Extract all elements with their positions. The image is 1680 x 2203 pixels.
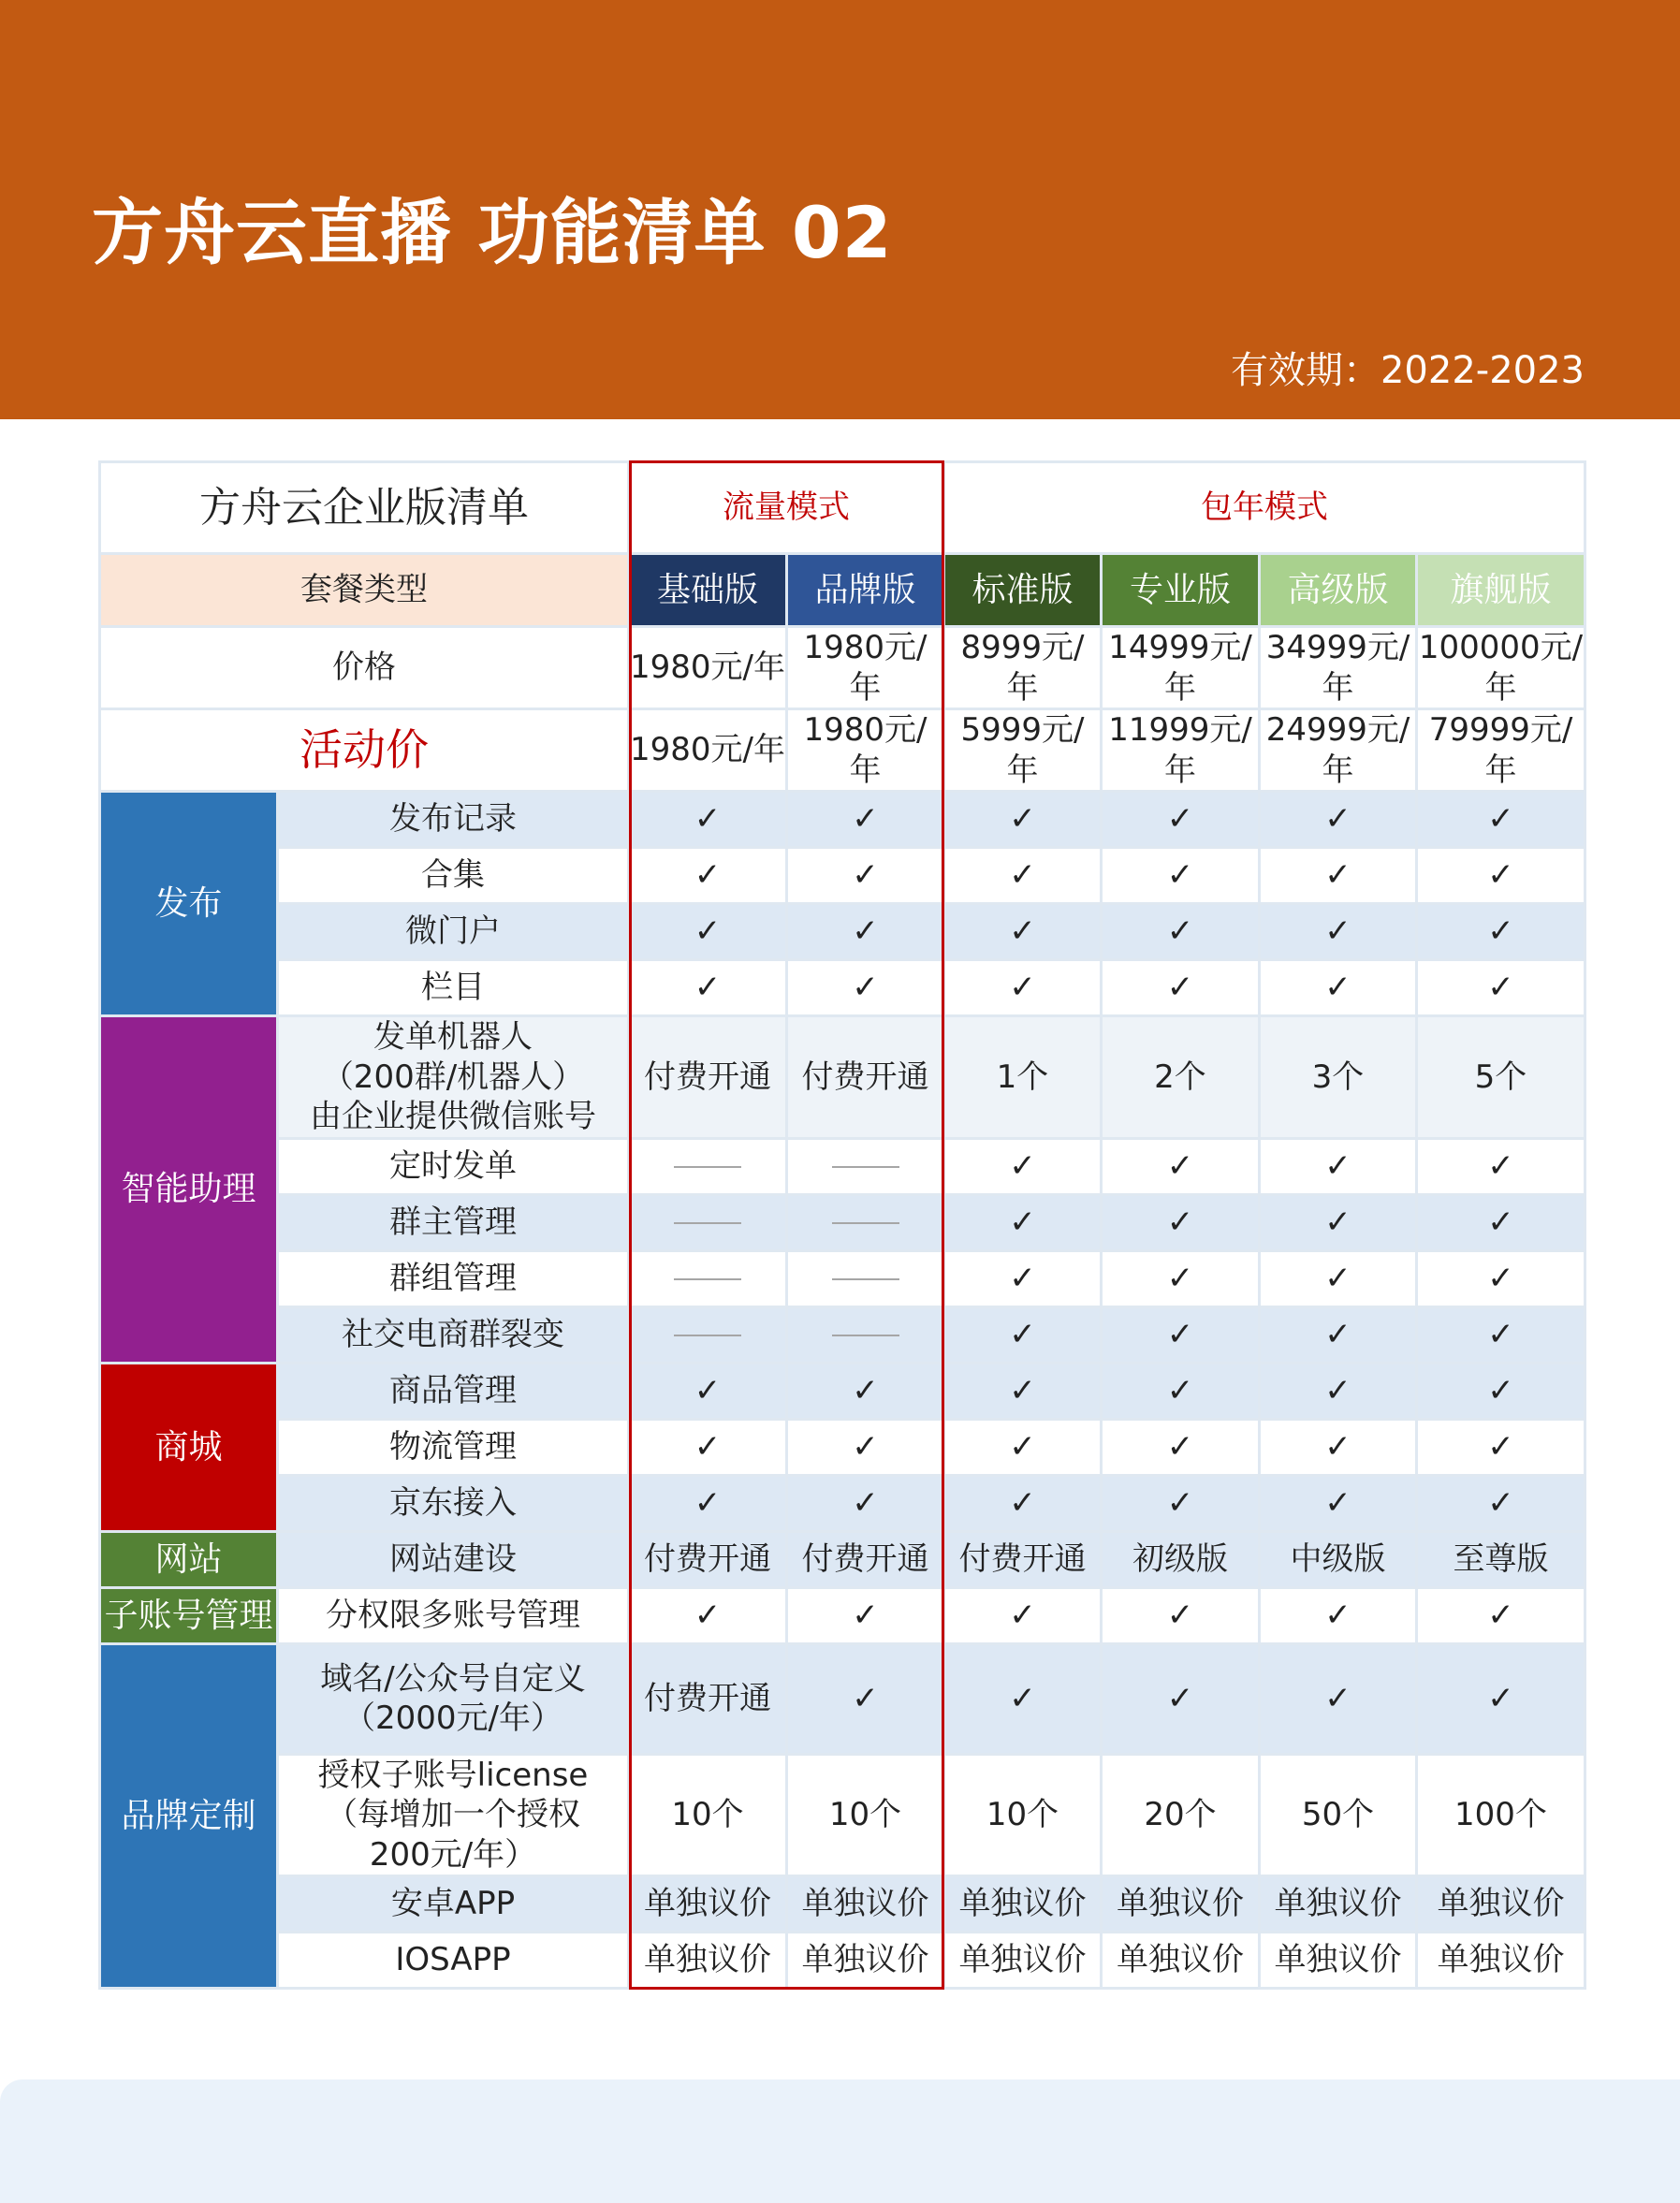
feature-name: 授权子账号license （每增加一个授权 200元/年）: [278, 1754, 629, 1876]
table-cell: 付费开通: [787, 1016, 944, 1139]
table-row: [100, 1475, 1585, 1531]
table-cell: ✓: [1417, 1306, 1585, 1363]
table-row: [100, 1138, 1585, 1194]
table-cell: 付费开通: [629, 1531, 787, 1587]
feature-name: 分权限多账号管理: [278, 1587, 629, 1643]
feature-name: 定时发单: [278, 1138, 629, 1194]
table-cell: 付费开通: [629, 1643, 787, 1754]
price-row: [100, 627, 1585, 709]
table-cell: ✓: [1260, 1194, 1417, 1250]
feature-name: 微门户: [278, 904, 629, 960]
table-cell: ✓: [1102, 1363, 1260, 1419]
table-cell: ✓: [629, 792, 787, 848]
table-cell: ✓: [787, 1643, 944, 1754]
table-cell: ✓: [944, 1138, 1102, 1194]
feature-name: 域名/公众号自定义 （2000元/年）: [278, 1643, 629, 1754]
tier-advanced: 高级版: [1260, 554, 1417, 627]
table-cell: ✓: [1102, 1138, 1260, 1194]
page-header: [0, 0, 1680, 419]
table-cell: ✓: [944, 1194, 1102, 1250]
table-row: [100, 1587, 1585, 1643]
price-cell: 34999元/年: [1260, 627, 1417, 709]
tier-pro: 专业版: [1102, 554, 1260, 627]
table-cell: 单独议价: [1102, 1876, 1260, 1933]
feature-name: 栏目: [278, 960, 629, 1016]
table-cell: ✓: [944, 848, 1102, 904]
table-cell: ✓: [787, 904, 944, 960]
table-cell: ✓: [1260, 1643, 1417, 1754]
table-cell: 付费开通: [629, 1016, 787, 1139]
table-cell: 50个: [1260, 1754, 1417, 1876]
table-cell: ✓: [944, 1363, 1102, 1419]
validity-period: 有效期：2022-2023: [1230, 349, 1585, 392]
price-cell: 8999元/年: [944, 627, 1102, 709]
table-cell: ✓: [629, 1363, 787, 1419]
table-cell: ✓: [944, 1643, 1102, 1754]
table-cell: ✓: [787, 1363, 944, 1419]
feature-name: 商品管理: [278, 1363, 629, 1419]
table-cell: ✓: [1417, 792, 1585, 848]
table-cell: ✓: [1417, 1138, 1585, 1194]
table-cell: 20个: [1102, 1754, 1260, 1876]
category-brand: 品牌定制: [100, 1643, 278, 1989]
category-assistant: 智能助理: [100, 1016, 278, 1364]
table-cell: 5个: [1417, 1016, 1585, 1139]
table-cell: 单独议价: [629, 1933, 787, 1989]
table-cell: 单独议价: [1102, 1933, 1260, 1989]
feature-table: [98, 460, 1586, 1990]
table-cell: 2个: [1102, 1016, 1260, 1139]
table-row: [100, 960, 1585, 1016]
table-cell: 付费开通: [787, 1531, 944, 1587]
flow-mode-label: 流量模式: [629, 462, 944, 554]
price-cell: 79999元/年: [1417, 709, 1585, 792]
dash-mark: [832, 1278, 899, 1280]
table-cell: 单独议价: [787, 1933, 944, 1989]
dash-mark: [674, 1166, 741, 1168]
table-row: [100, 904, 1585, 960]
table-row: [100, 1531, 1585, 1587]
category-website: 网站: [100, 1531, 278, 1587]
table-row: [100, 1754, 1585, 1876]
price-cell: 1980元/年: [629, 627, 787, 709]
table-cell: ✓: [944, 1475, 1102, 1531]
table-cell: ✓: [629, 1587, 787, 1643]
table-row: [100, 1250, 1585, 1306]
table-cell: 单独议价: [629, 1876, 787, 1933]
table-cell: 3个: [1260, 1016, 1417, 1139]
tier-flagship: 旗舰版: [1417, 554, 1585, 627]
table-cell: ✓: [1260, 1587, 1417, 1643]
table-cell: 付费开通: [944, 1531, 1102, 1587]
table-cell: ✓: [629, 904, 787, 960]
table-cell: ✓: [787, 960, 944, 1016]
table-cell: ✓: [629, 848, 787, 904]
table-cell: ✓: [787, 1475, 944, 1531]
header-row-modes: [100, 462, 1585, 554]
dash-mark: [674, 1222, 741, 1224]
table-cell: ✓: [1417, 1250, 1585, 1306]
table-cell: ✓: [787, 1419, 944, 1475]
table-cell: ✓: [944, 792, 1102, 848]
table-cell: ✓: [1417, 848, 1585, 904]
table-cell: [629, 1306, 787, 1363]
category-mall: 商城: [100, 1363, 278, 1531]
table-cell: ✓: [787, 848, 944, 904]
dash-mark: [832, 1335, 899, 1336]
table-cell: ✓: [1417, 1194, 1585, 1250]
tier-brand: 品牌版: [787, 554, 944, 627]
feature-name: 京东接入: [278, 1475, 629, 1531]
table-cell: ✓: [944, 904, 1102, 960]
table-cell: 10个: [629, 1754, 787, 1876]
table-cell: ✓: [1417, 1587, 1585, 1643]
table-cell: ✓: [1102, 1419, 1260, 1475]
promo-price-label: 活动价: [100, 709, 629, 792]
page-footer: [0, 2079, 1680, 2203]
feature-name: 群组管理: [278, 1250, 629, 1306]
annual-mode-label: 包年模式: [944, 462, 1585, 554]
table-cell: ✓: [787, 1587, 944, 1643]
feature-name: 物流管理: [278, 1419, 629, 1475]
table-title: 方舟云企业版清单: [100, 462, 629, 554]
table-cell: [787, 1306, 944, 1363]
table-cell: ✓: [629, 1475, 787, 1531]
page-title: 方舟云直播 功能清单 02: [92, 191, 893, 274]
dash-mark: [832, 1222, 899, 1224]
table-cell: [629, 1138, 787, 1194]
table-row: [100, 1016, 1585, 1139]
table-cell: ✓: [1417, 1419, 1585, 1475]
table-cell: 10个: [944, 1754, 1102, 1876]
table-cell: ✓: [1102, 1475, 1260, 1531]
table-cell: ✓: [944, 1250, 1102, 1306]
table-cell: ✓: [1260, 1138, 1417, 1194]
table-cell: 1个: [944, 1016, 1102, 1139]
category-subaccount: 子账号管理: [100, 1587, 278, 1643]
table-cell: ✓: [1102, 1194, 1260, 1250]
feature-name: 群主管理: [278, 1194, 629, 1250]
feature-name: 发布记录: [278, 792, 629, 848]
table-cell: ✓: [944, 960, 1102, 1016]
table-cell: ✓: [1260, 1475, 1417, 1531]
table-cell: ✓: [944, 1306, 1102, 1363]
price-label: 价格: [100, 627, 629, 709]
table-row: [100, 1933, 1585, 1989]
table-row: [100, 1363, 1585, 1419]
table-cell: ✓: [1260, 960, 1417, 1016]
table-cell: ✓: [1260, 848, 1417, 904]
feature-name: 安卓APP: [278, 1876, 629, 1933]
tier-standard: 标准版: [944, 554, 1102, 627]
table-cell: 单独议价: [944, 1933, 1102, 1989]
table-cell: ✓: [1102, 904, 1260, 960]
dash-mark: [674, 1278, 741, 1280]
table-cell: ✓: [1260, 1306, 1417, 1363]
table-cell: 100个: [1417, 1754, 1585, 1876]
table-cell: ✓: [1417, 904, 1585, 960]
table-cell: [629, 1194, 787, 1250]
table-cell: 10个: [787, 1754, 944, 1876]
table-cell: 至尊版: [1417, 1531, 1585, 1587]
price-cell: 5999元/年: [944, 709, 1102, 792]
table-row: [100, 848, 1585, 904]
category-publish: 发布: [100, 792, 278, 1016]
table-cell: 单独议价: [1260, 1876, 1417, 1933]
table-cell: ✓: [1417, 1643, 1585, 1754]
table-cell: [787, 1250, 944, 1306]
header-row-tiers: [100, 554, 1585, 627]
price-cell: 11999元/年: [1102, 709, 1260, 792]
table-cell: ✓: [1102, 1587, 1260, 1643]
table-cell: 单独议价: [1260, 1933, 1417, 1989]
feature-name: IOSAPP: [278, 1933, 629, 1989]
price-cell: 14999元/年: [1102, 627, 1260, 709]
table-row: [100, 1194, 1585, 1250]
table-cell: ✓: [1260, 1419, 1417, 1475]
table-cell: ✓: [1417, 1475, 1585, 1531]
table-cell: ✓: [629, 1419, 787, 1475]
table-cell: ✓: [1102, 848, 1260, 904]
table-cell: ✓: [1260, 792, 1417, 848]
table-cell: ✓: [1102, 1250, 1260, 1306]
tier-basic: 基础版: [629, 554, 787, 627]
dash-mark: [674, 1335, 741, 1336]
table-cell: 初级版: [1102, 1531, 1260, 1587]
price-cell: 100000元/年: [1417, 627, 1585, 709]
table-cell: ✓: [1102, 1643, 1260, 1754]
price-cell: 24999元/年: [1260, 709, 1417, 792]
table-cell: [629, 1250, 787, 1306]
table-cell: ✓: [944, 1419, 1102, 1475]
table-row: [100, 1419, 1585, 1475]
dash-mark: [832, 1166, 899, 1168]
table-cell: [787, 1194, 944, 1250]
table-cell: 单独议价: [944, 1876, 1102, 1933]
price-row: [100, 709, 1585, 792]
table-cell: ✓: [1260, 1250, 1417, 1306]
price-cell: 1980元/年: [787, 627, 944, 709]
table-cell: ✓: [1102, 960, 1260, 1016]
feature-name: 社交电商群裂变: [278, 1306, 629, 1363]
table-cell: ✓: [1417, 960, 1585, 1016]
table-cell: 中级版: [1260, 1531, 1417, 1587]
feature-name: 合集: [278, 848, 629, 904]
table-cell: ✓: [629, 960, 787, 1016]
table-cell: ✓: [1260, 1363, 1417, 1419]
table-cell: ✓: [944, 1587, 1102, 1643]
table-row: [100, 1643, 1585, 1754]
table-cell: ✓: [1417, 1363, 1585, 1419]
table-cell: ✓: [1260, 904, 1417, 960]
feature-name: 发单机器人 （200群/机器人） 由企业提供微信账号: [278, 1016, 629, 1139]
package-type-label: 套餐类型: [100, 554, 629, 627]
table-cell: [787, 1138, 944, 1194]
table-cell: 单独议价: [1417, 1876, 1585, 1933]
price-cell: 1980元/年: [787, 709, 944, 792]
price-cell: 1980元/年: [629, 709, 787, 792]
table-cell: ✓: [1102, 792, 1260, 848]
table-cell: ✓: [787, 792, 944, 848]
table-cell: ✓: [1102, 1306, 1260, 1363]
feature-name: 网站建设: [278, 1531, 629, 1587]
table-row: [100, 1876, 1585, 1933]
table-row: [100, 792, 1585, 848]
table-row: [100, 1306, 1585, 1363]
table-cell: 单独议价: [1417, 1933, 1585, 1989]
table-cell: 单独议价: [787, 1876, 944, 1933]
